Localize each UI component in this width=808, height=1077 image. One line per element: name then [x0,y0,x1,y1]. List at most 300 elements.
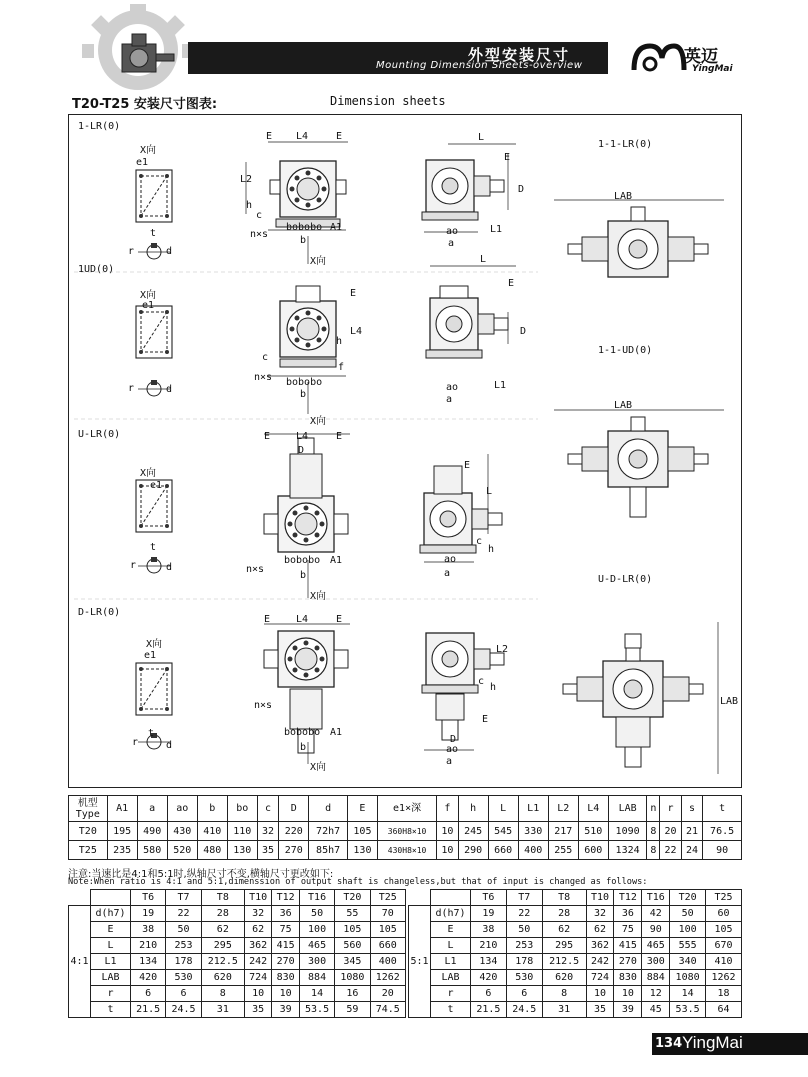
brand-name-cn: 英迈 [684,47,718,67]
table-row [69,986,406,1002]
dim-e1-3: e1 [150,480,163,491]
col-header: b [197,796,227,822]
dim-L2-1: L2 [240,174,253,185]
dim-e1-1: e1 [136,157,149,168]
table-cell: 300 [642,954,670,970]
dim-t-1: t [150,228,157,239]
table-cell: 62 [586,922,614,938]
table-cell: 31 [201,1002,244,1018]
table-cell: 6 [506,986,542,1002]
table-cell: 490 [137,822,167,841]
table-cell: 24.5 [506,1002,542,1018]
table-cell: 580 [137,841,167,860]
dim-E-4: E [350,288,357,299]
dimension-table [68,795,742,860]
table-cell: 620 [542,970,586,986]
dim-r-3: r [130,560,137,571]
table-cell: 530 [506,970,542,986]
row-label: LAB [91,970,131,986]
dim-h-3: h [488,544,495,555]
dim-ao-1: ao [446,226,459,237]
col-header: T10 [586,890,614,906]
col-header: L2 [548,796,578,822]
table-cell: 14 [299,986,334,1002]
table-cell: 1090 [608,822,647,841]
ratio-corner [91,890,131,906]
dim-E-3: E [504,152,511,163]
table-cell: 300 [299,954,334,970]
table-cell: 22 [660,841,681,860]
table-cell: 85h7 [309,841,348,860]
table-cell: 36 [272,906,299,922]
dim-h-2: h [336,336,343,347]
table-cell: 510 [578,822,608,841]
table-cell: 270 [272,954,299,970]
table-cell: 20 [370,986,405,1002]
table-cell: 360H8×10 [377,822,436,841]
col-header: D [279,796,309,822]
table-cell: 130 [227,841,257,860]
table-cell: 35 [257,841,278,860]
type-header-cn: 机型 [77,797,98,809]
table-cell: 345 [335,954,370,970]
type-cell: T20 [69,822,108,841]
table-cell: 62 [244,922,271,938]
ratio-label: 4:1 [69,906,91,1018]
table-cell: 212.5 [201,954,244,970]
table-cell: 72h7 [309,822,348,841]
dim-xdir-2: X向 [140,145,157,156]
dim-c-3: c [476,536,483,547]
dim-h-1: h [246,200,253,211]
table-cell: 235 [107,841,137,860]
dim-d-3: d [166,562,173,573]
row-label: r [431,986,471,1002]
table-cell: 55 [335,906,370,922]
table-cell: 90 [703,841,742,860]
table-row [409,922,742,938]
table-cell: 670 [706,938,742,954]
table-cell: 545 [488,822,518,841]
col-header: T16 [642,890,670,906]
dim-d-1: d [166,246,173,257]
table-cell: 1262 [370,970,405,986]
dim-c-4: c [478,676,485,687]
table-cell: 19 [131,906,166,922]
dim-E-1: E [266,131,273,142]
table-cell: 10 [244,986,271,1002]
table-cell: 134 [131,954,166,970]
ratio-header-row [69,890,406,906]
col-header: T16 [299,890,334,906]
dim-L2-2: L2 [496,644,509,655]
dim-a-2: a [446,394,453,405]
table-cell: 1080 [335,970,370,986]
table-cell: 31 [542,1002,586,1018]
col-header: L1 [518,796,548,822]
dim-r-4: r [132,737,139,748]
table-cell: 340 [670,954,706,970]
table-cell: 32 [586,906,614,922]
table-cell: 10 [586,986,614,1002]
dim-t-3: t [148,728,155,739]
note-cn: 注意:当速比是4:1和5:1时,纵轴尺寸不变,横轴尺寸更改如下: [68,869,334,880]
dim-xdir-6: X向 [310,591,327,602]
dim-xdir-7: X向 [146,639,163,650]
table-cell: 64 [706,1002,742,1018]
dim-E-6: E [264,431,271,442]
dim-r-1: r [128,246,135,257]
dim-f-1: f [338,362,345,373]
table-cell: 10 [614,986,642,1002]
view-label-u-d-lr: U-D-LR(0) [598,574,653,585]
table-cell: 24.5 [166,1002,201,1018]
table-cell: 420 [131,970,166,986]
table-row [69,822,742,841]
col-header: LAB [608,796,647,822]
dim-E-8: E [464,460,471,471]
ratio-4-table [68,889,406,1018]
dim-LAB-1: LAB [614,191,633,202]
table-cell: 20 [660,822,681,841]
table-cell: 100 [299,922,334,938]
dim-A1-1: A1 [330,222,343,233]
table-cell: 480 [197,841,227,860]
dim-L4-1: L4 [296,131,309,142]
table-cell: 6 [471,986,507,1002]
dim-bo-1: bobobo [286,222,323,233]
dim-E-5: E [508,278,515,289]
page-subtitle: Dimension sheets [330,94,446,108]
table-cell: 660 [488,841,518,860]
dim-b-2: b [300,389,307,400]
dim-t-2: t [150,542,157,553]
table-row [409,954,742,970]
table-cell: 16 [335,986,370,1002]
table-row [69,970,406,986]
table-cell: 50 [299,906,334,922]
type-header [69,796,108,822]
table-cell: 24 [681,841,702,860]
table-cell: 884 [299,970,334,986]
dim-d-4: d [166,740,173,751]
dim-xdir-3: X向 [140,290,157,301]
dim-E-11: E [482,714,489,725]
table-cell: 22 [166,906,201,922]
table-cell: 620 [201,970,244,986]
table-cell: 530 [166,970,201,986]
dim-b-3: b [300,570,307,581]
dim-bo-4: bobobo [284,727,321,738]
dim-LAB-3: LAB [720,696,739,707]
dim-L4-3: L4 [296,431,309,442]
table-row [69,841,742,860]
table-cell: 430 [167,822,197,841]
dim-e1-2: e1 [142,300,155,311]
dim-xdir-1: X向 [310,256,327,267]
table-cell: 8 [542,986,586,1002]
table-cell: 560 [335,938,370,954]
col-header: T8 [201,890,244,906]
row-label: L1 [91,954,131,970]
dim-nxs-4: n×s [254,700,273,711]
table-cell: 6 [131,986,166,1002]
table-cell: 410 [706,954,742,970]
dim-E-10: E [336,614,343,625]
table-cell: 1262 [706,970,742,986]
dim-L4-2: L4 [350,326,363,337]
dim-E-9: E [264,614,271,625]
table-cell: 6 [166,986,201,1002]
ratio-header-row [409,890,742,906]
col-header: n [647,796,660,822]
dim-nxs-2: n×s [254,372,273,383]
dim-bo-2: bobobo [286,377,323,388]
col-header: T6 [131,890,166,906]
table-cell: 62 [542,922,586,938]
table-cell: 130 [347,841,377,860]
col-header: T20 [670,890,706,906]
table-cell: 245 [458,822,488,841]
table-cell: 105 [370,922,405,938]
table-cell: 465 [642,938,670,954]
col-header: T7 [166,890,201,906]
table-cell: 884 [642,970,670,986]
table-cell: 21.5 [131,1002,166,1018]
table-cell: 19 [471,906,507,922]
col-header: T7 [506,890,542,906]
col-header: ao [167,796,197,822]
table-row [69,906,406,922]
dim-c-1: c [256,210,263,221]
page-title: T20-T25 安装尺寸图表: [72,97,218,112]
col-header: E [347,796,377,822]
note-en: Note:When ratio is 4:1 and 5:1,dimenssion of output shaft is changeless,but that of input is changed as follows: [68,877,648,887]
col-header: T20 [335,890,370,906]
table-row [409,970,742,986]
table-cell: 660 [370,938,405,954]
table-cell: 330 [518,822,548,841]
table-cell: 220 [279,822,309,841]
table-cell: 60 [706,906,742,922]
table-cell: 50 [506,922,542,938]
col-header: A1 [107,796,137,822]
dim-a-4: a [446,756,453,767]
ratio-corner [409,890,431,906]
table-cell: 32 [257,822,278,841]
view-label-d-lr: D-LR(0) [78,607,121,618]
table-cell: 8 [647,841,660,860]
dim-nxs-3: n×s [246,564,265,575]
table-cell: 724 [586,970,614,986]
view-label-1-lr: 1-LR(0) [78,121,121,132]
dim-L-3: L [486,486,493,497]
dim-A1-4: A1 [330,727,343,738]
table-cell: 295 [201,938,244,954]
table-cell: 1324 [608,841,647,860]
table-cell: 110 [227,822,257,841]
col-header: t [703,796,742,822]
table-cell: 105 [335,922,370,938]
row-label: d(h7) [431,906,471,922]
table-cell: 134 [471,954,507,970]
table-cell: 210 [471,938,507,954]
col-header: T25 [706,890,742,906]
table-row [69,922,406,938]
table-cell: 178 [166,954,201,970]
dim-c-2: c [262,352,269,363]
table-cell: 28 [542,906,586,922]
table-row [69,954,406,970]
table-cell: 105 [347,822,377,841]
row-label: L [431,938,471,954]
dim-LAB-2: LAB [614,400,633,411]
brand-name-en: YingMai [692,64,733,74]
col-header: T6 [471,890,507,906]
table-cell: 10 [437,841,458,860]
table-cell: 38 [131,922,166,938]
table-cell: 520 [167,841,197,860]
col-header: L [488,796,518,822]
dim-A1-3: A1 [330,555,343,566]
table-cell: 36 [614,906,642,922]
col-header: T25 [370,890,405,906]
dim-a-1: a [448,238,455,249]
dim-xdir-8: X向 [310,762,327,773]
table-cell: 21.5 [471,1002,507,1018]
table-cell: 362 [244,938,271,954]
col-header: L4 [578,796,608,822]
table-cell: 255 [548,841,578,860]
table-cell: 70 [370,906,405,922]
table-cell: 400 [518,841,548,860]
dim-D-1: D [518,184,525,195]
page-number: 134 [655,1036,683,1051]
dim-L1-1: L1 [490,224,503,235]
table-row [69,1002,406,1018]
dim-xdir-4: X向 [310,416,327,427]
table-row [409,986,742,1002]
col-header: h [458,796,488,822]
table-row [409,906,742,922]
table-cell: 212.5 [542,954,586,970]
dim-L-1: L [478,132,485,143]
row-label: t [431,1002,471,1018]
table-cell: 8 [647,822,660,841]
dim-L-2: L [480,254,487,265]
table-cell: 50 [670,906,706,922]
table-cell: 14 [670,986,706,1002]
table-cell: 253 [506,938,542,954]
table-cell: 28 [201,906,244,922]
table-cell: 21 [681,822,702,841]
dim-e1-4: e1 [144,650,157,661]
table-cell: 10 [437,822,458,841]
dim-ao-2: ao [446,382,459,393]
dim-L4-4: L4 [296,614,309,625]
table-cell: 74.5 [370,1002,405,1018]
dim-d-2: d [166,384,173,395]
dim-b-1: b [300,235,307,246]
table-cell: 270 [614,954,642,970]
col-header: c [257,796,278,822]
table-cell: 105 [706,922,742,938]
table-cell: 415 [614,938,642,954]
table-cell: 600 [578,841,608,860]
table-cell: 270 [279,841,309,860]
ratio-corner [69,890,91,906]
table-cell: 53.5 [670,1002,706,1018]
table-row [409,1002,742,1018]
table-cell: 59 [335,1002,370,1018]
dim-E-7: E [336,431,343,442]
table-header-row [69,796,742,822]
dim-E-2: E [336,131,343,142]
table-cell: 253 [166,938,201,954]
col-header: s [681,796,702,822]
col-header: f [437,796,458,822]
type-cell: T25 [69,841,108,860]
table-cell: 555 [670,938,706,954]
table-cell: 178 [506,954,542,970]
col-header: e1×深 [377,796,436,822]
table-cell: 242 [586,954,614,970]
table-cell: 18 [706,986,742,1002]
dim-D-4: D [450,734,457,745]
table-cell: 362 [586,938,614,954]
dim-ao-4: ao [446,744,459,755]
table-cell: 32 [244,906,271,922]
table-cell: 45 [642,1002,670,1018]
col-header: r [660,796,681,822]
dim-ao-3: ao [444,554,457,565]
col-header: T8 [542,890,586,906]
col-header: T12 [272,890,299,906]
dim-b-4: b [300,742,307,753]
col-header: d [309,796,348,822]
table-cell: 50 [166,922,201,938]
ratio-label: 5:1 [409,906,431,1018]
dimension-drawings [68,114,742,788]
col-header: bo [227,796,257,822]
table-cell: 415 [272,938,299,954]
row-label: d(h7) [91,906,131,922]
col-header: T12 [614,890,642,906]
table-cell: 10 [272,986,299,1002]
table-cell: 420 [471,970,507,986]
table-cell: 38 [471,922,507,938]
table-cell: 290 [458,841,488,860]
row-label: r [91,986,131,1002]
table-cell: 75 [272,922,299,938]
table-cell: 195 [107,822,137,841]
table-cell: 295 [542,938,586,954]
table-row [409,938,742,954]
dim-h-4: h [490,682,497,693]
table-cell: 53.5 [299,1002,334,1018]
type-header-en: Type [75,808,100,820]
col-header: a [137,796,167,822]
col-header: T10 [244,890,271,906]
view-label-1-1-lr: 1-1-LR(0) [598,139,653,150]
row-label: t [91,1002,131,1018]
ratio-corner [431,890,471,906]
table-cell: 76.5 [703,822,742,841]
table-cell: 35 [244,1002,271,1018]
table-cell: 724 [244,970,271,986]
dim-D-3: D [298,445,305,456]
table-cell: 830 [614,970,642,986]
